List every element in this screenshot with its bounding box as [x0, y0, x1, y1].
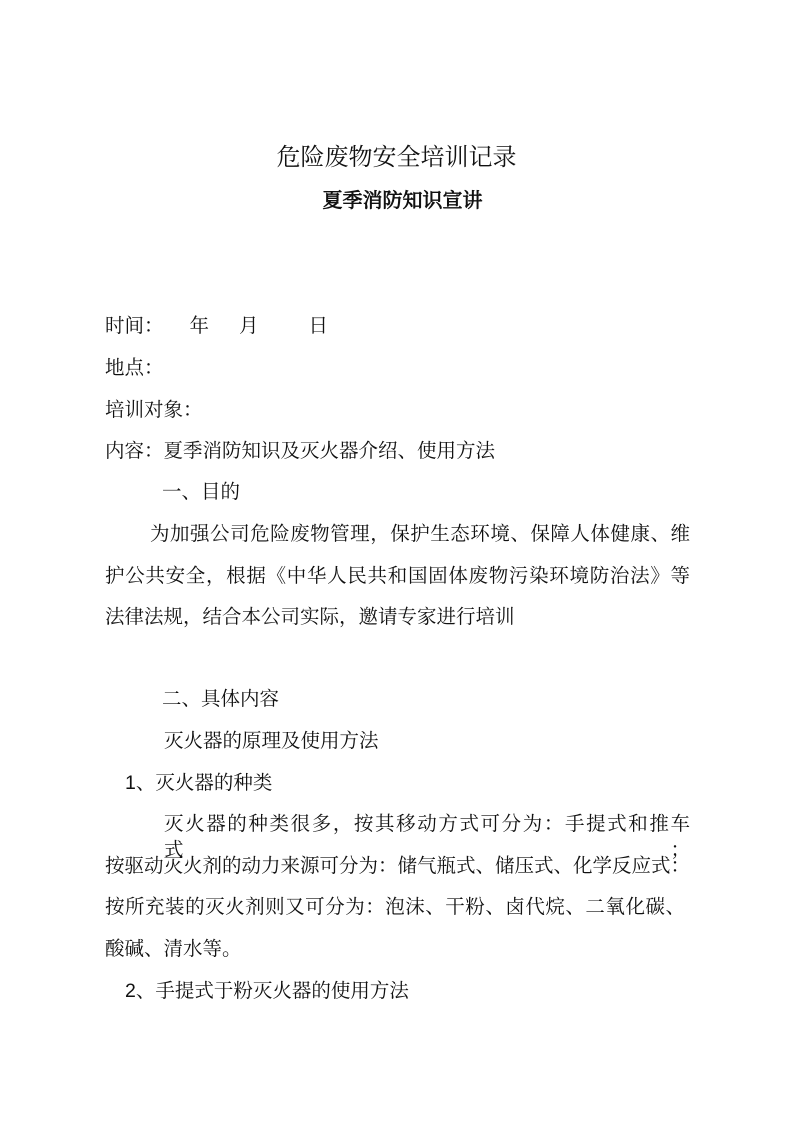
month-label: 月 — [239, 315, 259, 337]
document-subtitle: 夏季消防知识宣讲 — [322, 190, 483, 212]
section1-heading: 一、目的 — [162, 481, 241, 503]
section1-line: 法律法规，结合本公司实际，邀请专家进行培训 — [105, 606, 515, 628]
day-label: 日 — [308, 315, 329, 337]
place-label: 地点： — [105, 357, 164, 379]
item1-line: 酸碱、清水等。 — [105, 938, 242, 960]
time-field — [105, 313, 328, 339]
document-title: 危险废物安全培训记录 — [276, 144, 517, 171]
item1-line: 按驱动灭火剂的动力来源可分为：储气瓶式、储压式、化学反应式： — [105, 855, 691, 877]
content-field — [105, 438, 495, 464]
item1-line: 按所充装的灭火剂则又可分为：泡沫、干粉、卤代烷、二氧化碳、 — [105, 896, 685, 918]
year-label: 年 — [189, 315, 210, 337]
time-label: 时间： — [105, 315, 164, 337]
content-value: 夏季消防知识及灭火器介绍、使用方法 — [163, 440, 496, 462]
section1-line: 护公共安全，根据《中华人民共和国固体废物污染环境防治法》等 — [105, 565, 690, 587]
item1-line: 灭火器的种类很多，按其移动方式可分为：手提式和推车式； — [164, 813, 690, 861]
section1-line: 为加强公司危险废物管理，保护生态环境、保障人体健康、维 — [150, 523, 690, 545]
item2-heading: 2、手提式于粉灭火器的使用方法 — [125, 980, 409, 1002]
audience-label: 培训对象： — [105, 399, 203, 421]
content-label: 内容： — [105, 440, 164, 462]
item1-heading: 1、灭火器的种类 — [125, 772, 273, 794]
section2-topic: 灭火器的原理及使用方法 — [164, 730, 379, 752]
section2-heading: 二、具体内容 — [162, 688, 280, 710]
